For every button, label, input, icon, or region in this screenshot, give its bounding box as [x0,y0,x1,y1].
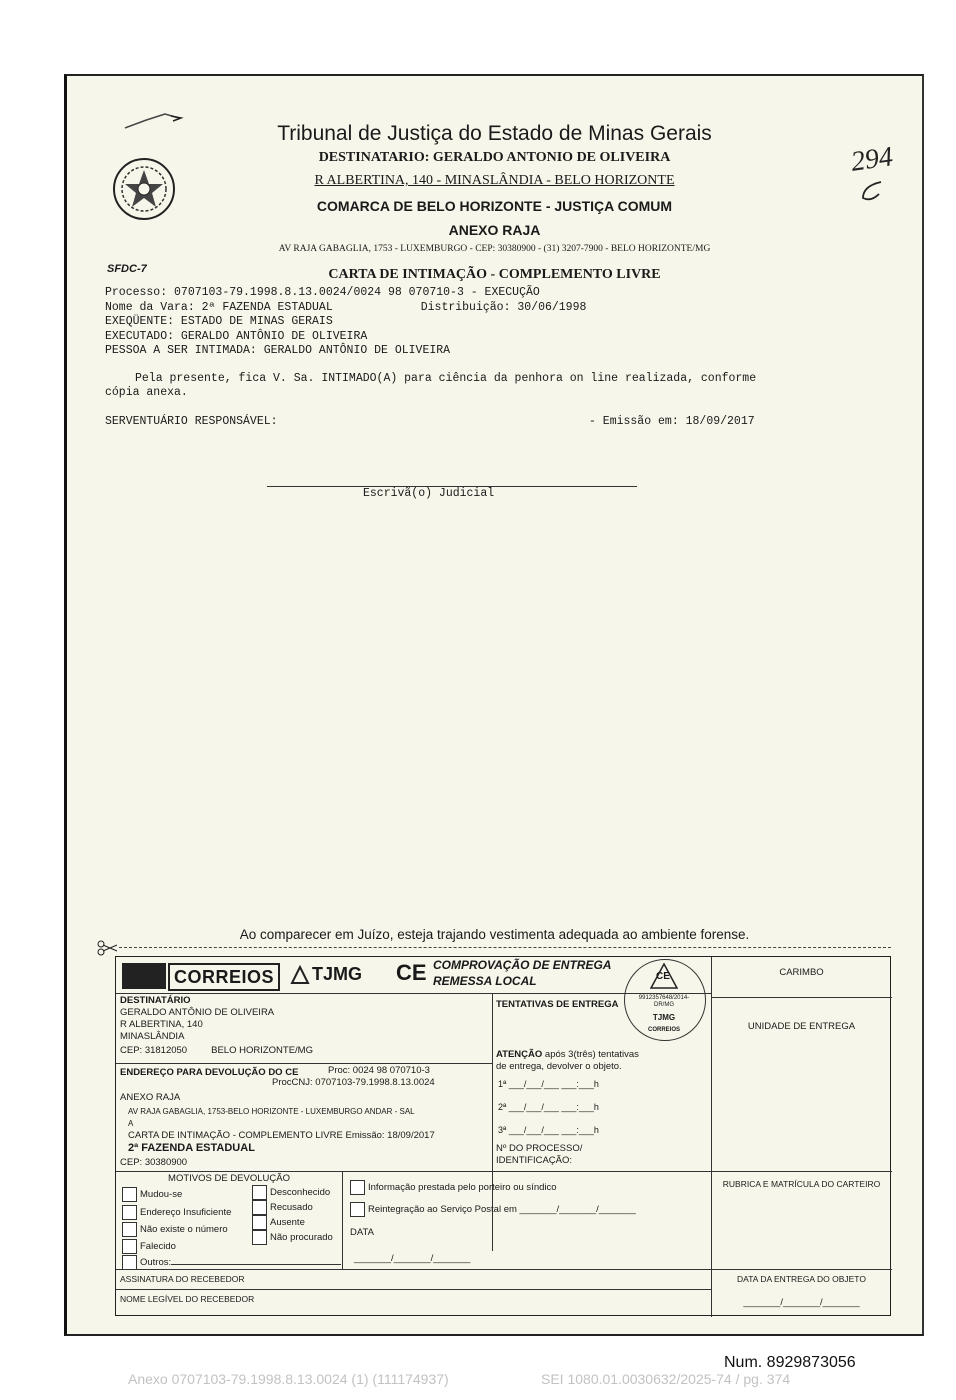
receiver-name-label: NOME LEGÍVEL DO RECEBEDOR [120,1294,255,1304]
reason-refused-label: Recusado [270,1202,313,1214]
reason-moved-checkbox[interactable] [122,1187,137,1202]
reason-insufficient-label: Endereço Insuficiente [140,1207,232,1219]
return-vara: 2ª FAZENDA ESTADUAL [128,1142,255,1154]
process-id-label-2: IDENTIFICAÇÃO: [496,1155,573,1166]
reason-not-claimed[interactable] [252,1230,333,1245]
recipient-city: BELO HORIZONTE/MG [211,1045,313,1056]
intimated-person-line: PESSOA A SER INTIMADA: GERALDO ANTÔNIO DE OLIVEIRA [105,344,451,357]
reason-absent-label: Ausente [270,1217,305,1229]
delivery-unit-label: UNIDADE DE ENTREGA [747,1021,856,1032]
seal-code-line-1: 9912357648/2014- [638,995,690,1001]
date-line[interactable]: _______/_______/_______ [354,1253,471,1264]
seal-correios: CORREIOS [647,1027,680,1033]
stamp-label: CARIMBO [779,967,824,978]
reason-moved[interactable] [122,1187,182,1202]
reason-unknown[interactable] [252,1185,330,1200]
reason-moved-label: Mudou-se [140,1189,183,1201]
executado-line: EXECUTADO: GERALDO ANTÔNIO DE OLIVEIRA [105,329,368,343]
doorman-info-checkbox[interactable] [350,1180,365,1195]
delivery-date-label: DATA DA ENTREGA DO OBJETO [737,1274,866,1284]
attempt-1: 1ª ___/___/___ ___:___h [498,1079,599,1089]
seal-ce-text: CE [656,971,670,982]
correios-wordmark: CORREIOS [168,963,280,991]
body-line-2: cópia anexa. [105,386,188,399]
carrier-signature-label: RUBRICA E MATRÍCULA DO CARTEIRO [722,1179,881,1189]
attempt-3: 3ª ___/___/___ ___:___h [498,1125,599,1135]
court-address: AV RAJA GABAGLIA, 1753 - LUXEMBURGO - CEP: 30380900 - (31) 3207-7900 - BELO HORIZONTE/MG [278,244,711,254]
annex-line: ANEXO RAJA [448,222,541,238]
ce-logo: CE [396,960,427,985]
attention-label: ATENÇÃO [496,1049,543,1060]
reason-no-number-label: Não existe o número [140,1224,228,1236]
footer-sei: SEI 1080.01.0030632/2025-74 / pg. 374 [541,1371,791,1387]
court-name: Tribunal de Justiça do Estado de Minas Gerais [277,122,712,145]
form-code: SFDC-7 [107,263,147,275]
return-document: CARTA DE INTIMAÇÃO - COMPLEMENTO LIVRE Emissão: 18/09/2017 [128,1130,435,1141]
return-proc: Proc: 0024 98 070710-3 [328,1065,430,1076]
process-id-label-1: Nº DO PROCESSO/ [496,1143,583,1154]
reason-absent-checkbox[interactable] [252,1215,267,1230]
dress-code-notice: Ao comparecer em Juízo, esteja trajando vestimenta adequada ao ambiente forense. [239,927,750,942]
recipient-line: DESTINATARIO: GERALDO ANTONIO DE OLIVEIRA [318,150,671,165]
triangle-icon [290,965,310,985]
document-title: CARTA DE INTIMAÇÃO - COMPLEMENTO LIVRE [328,267,661,282]
process-id-label [496,1143,582,1167]
reason-insufficient-address[interactable] [122,1205,231,1220]
recipient-cep: 31812050 [144,1045,188,1056]
recipient-block [120,995,313,1057]
recipient-address: R ALBERTINA, 140 - MINASLÂNDIA - BELO HORIZONTE [314,173,675,188]
seal-code-line-2: DR/MG [654,1002,674,1008]
handwritten-page-number: 294 [848,141,895,178]
postal-reintegration[interactable] [350,1202,636,1217]
reason-no-number[interactable] [122,1222,228,1237]
recipient-street: R ALBERTINA, 140 [120,1019,203,1030]
reason-insufficient-checkbox[interactable] [122,1205,137,1220]
attention-text-2: de entrega, devolver o objeto. [496,1061,622,1072]
reason-unknown-checkbox[interactable] [252,1185,267,1200]
signature-label: Escrivã(o) Judicial [363,487,495,500]
seal-code [624,995,704,1009]
doorman-info[interactable] [350,1180,557,1195]
return-address-2: A [128,1119,134,1128]
reason-deceased[interactable] [122,1239,176,1254]
recipient-cep-label: CEP: [120,1045,143,1056]
reason-not-claimed-label: Não procurado [270,1232,333,1244]
reason-other-checkbox[interactable] [122,1255,137,1270]
return-proccnj: ProcCNJ: 0707103-79.1998.8.13.0024 [272,1077,435,1088]
reason-no-number-checkbox[interactable] [122,1222,137,1237]
vara-line [105,301,586,316]
scissors-icon [97,940,119,956]
delivery-receipt-form [115,956,891,1316]
return-address-1: AV RAJA GABAGLIA, 1753-BELO HORIZONTE - LUXEMBURGO ANDAR - SAL [128,1107,415,1116]
delivery-date-line[interactable]: _______/_______/_______ [743,1297,860,1308]
footer-annex: Anexo 0707103-79.1998.8.13.0024 (1) (111174937) [128,1371,449,1387]
postal-reintegration-checkbox[interactable] [350,1202,365,1217]
attention-note [496,1049,639,1061]
case-details [105,286,586,359]
reason-deceased-checkbox[interactable] [122,1239,137,1254]
seal-tjmg: TJMG [652,1013,676,1022]
delivery-attempts-label: TENTATIVAS DE ENTREGA [496,999,619,1010]
reason-not-claimed-checkbox[interactable] [252,1230,267,1245]
recipient-district: MINASLÂNDIA [120,1031,185,1042]
attention-text-1: após 3(três) tentativas [544,1049,639,1060]
recipient-name: GERALDO ANTÔNIO DE OLIVEIRA [120,1007,275,1018]
comarca-line: COMARCA DE BELO HORIZONTE - JUSTIÇA COMUM [316,198,673,214]
vara-name: Nome da Vara: 2ª FAZENDA ESTADUAL [105,300,333,314]
receiver-signature-label: ASSINATURA DO RECEBEDOR [120,1274,245,1284]
reason-refused-checkbox[interactable] [252,1200,267,1215]
delivery-proof-title [433,957,611,989]
reason-refused[interactable] [252,1200,313,1215]
date-label: DATA [350,1227,374,1238]
process-number: Processo: 0707103-79.1998.8.13.0024/0024 98 070710-3 - EXECUÇÃO [105,286,540,299]
document-number: Num. 8929873056 [724,1354,856,1371]
delivery-proof-line-2: REMESSA LOCAL [433,974,537,988]
delivery-proof-line-1: COMPROVAÇÃO DE ENTREGA [433,958,612,972]
doorman-info-label: Informação prestada pelo porteiro ou síndico [368,1182,557,1194]
exequente-line: EXEQÜENTE: ESTADO DE MINAS GERAIS [105,315,333,328]
correios-logo-icon [122,963,166,989]
return-address-label: ENDEREÇO PARA DEVOLUÇÃO DO CE [120,1067,299,1078]
tjmg-logo: TJMG [312,964,363,984]
distribution-date: Distribuição: 30/06/1998 [420,300,587,314]
reason-absent[interactable] [252,1215,305,1230]
reason-other-label: Outros: [140,1257,172,1269]
cut-line [119,947,891,948]
reason-other[interactable] [122,1255,341,1270]
emission-date: - Emissão em: 18/09/2017 [589,415,755,428]
scanned-document [64,74,924,1336]
postal-reintegration-label: Reintegração ao Serviço Postal em _______/_______/_______ [368,1204,636,1216]
attempt-2: 2ª ___/___/___ ___:___h [498,1102,599,1112]
return-reasons-label: MOTIVOS DE DEVOLUÇÃO [168,1173,290,1184]
reason-deceased-label: Falecido [140,1241,176,1253]
return-cep: 30380900 [144,1157,188,1168]
body-line-1: Pela presente, fica V. Sa. INTIMADO(A) para ciência da penhora on line realizada, conforme [135,372,757,385]
body-text [105,372,895,400]
return-cep-label: CEP: [120,1157,143,1168]
reason-unknown-label: Desconhecido [270,1187,331,1199]
servant-label: SERVENTUÁRIO RESPONSÁVEL: [105,415,278,428]
return-annex: ANEXO RAJA [120,1092,181,1103]
recipient-label: DESTINATÁRIO [120,995,191,1006]
